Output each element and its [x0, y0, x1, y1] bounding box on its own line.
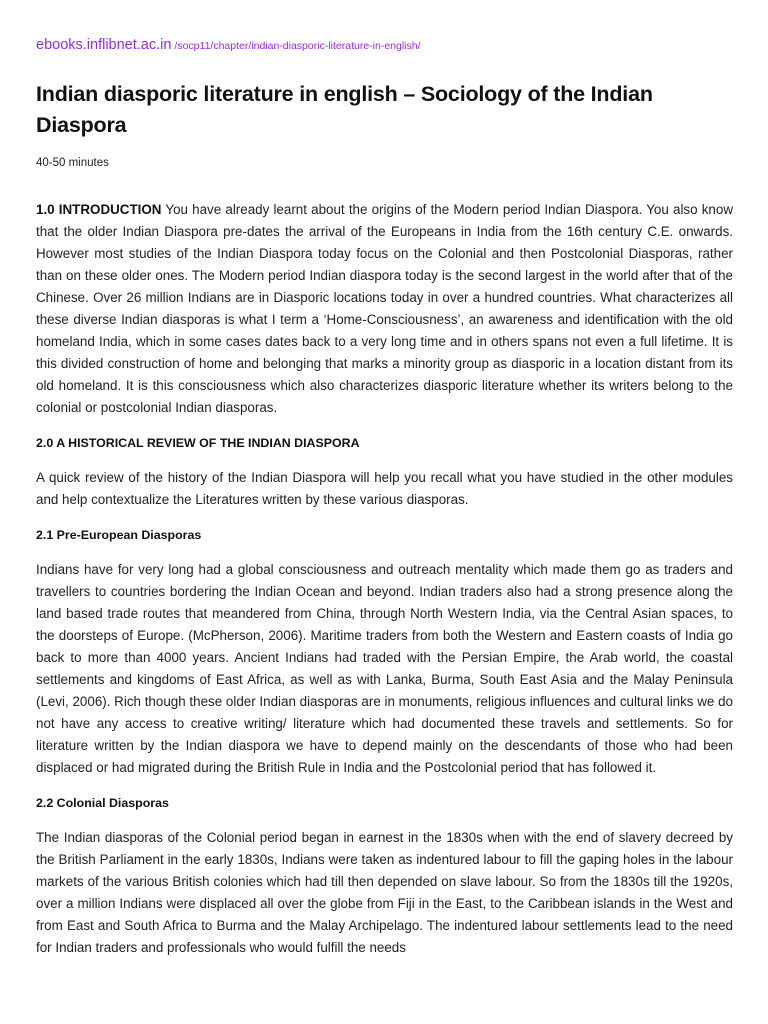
section-2-2-heading: 2.2 Colonial Diasporas	[36, 796, 169, 810]
source-url[interactable]	[36, 36, 421, 54]
section-2-1-paragraph: Indians have for very long had a global consciousness and outreach mentality which made them go as traders and travellers to countries bordering the Indian Ocean and beyond. Indian traders also had a strong presence along the land based trade routes that meandered from China, through North Western India, via the Central Asian spaces, to the doorsteps of Europe. (McPherson, 2006). Maritime traders from both the Western and Eastern coasts of India go back to more than 4000 years. Ancient Indians had traded with the Persian Empire, the Arab world, the coastal settlements and kingdoms of East Africa, as well as with Lanka, Burma, South East Asia and the Malay Peninsula (Levi, 2006). Rich though these older Indian diasporas are in monuments, religious influences and cultural links we do not have any access to creative writing/ literature which had documented these travels and settlements. So for literature written by the Indian diaspora we have to depend mainly on the descendants of those who had been displaced or had migrated during the British Rule in India and the Postcolonial period that has followed it.	[36, 562, 733, 775]
url-path-link[interactable]: /socp11/chapter/indian-diasporic-literature-in-english/	[174, 40, 421, 52]
url-domain-link[interactable]: ebooks.inflibnet.ac.in	[36, 37, 172, 53]
intro-paragraph	[36, 199, 733, 419]
article-body	[36, 199, 733, 973]
reading-duration: 40-50 minutes	[36, 157, 109, 169]
section-2-heading: 2.0 A HISTORICAL REVIEW OF THE INDIAN DIASPORA	[36, 436, 360, 450]
intro-heading: 1.0 INTRODUCTION	[36, 202, 162, 217]
intro-text: You have already learnt about the origins of the Modern period Indian Diaspora. You also know that the older Indian Diaspora pre-dates the arrival of the Europeans in India from the 16th century C.E. onwards. However most studies of the Indian Diaspora today focus on the Colonial and then Postcolonial Diasporas, rather than on these older ones. The Modern period Indian diaspora today is the second largest in the world after that of the Chinese. Over 26 million Indians are in Diasporic locations today in over a hundred countries. What characterizes all these diverse Indian diasporas is what I term a ‘Home-Consciousness’, an awareness and identification with the old homeland India, which in some cases dates back to a very long time and in others spans not even a full lifetime. It is this divided construction of home and belonging that marks a minority group as diasporic in a location distant from its old homeland. It is this consciousness which also characterizes diasporic literature whether its writers belong to the colonial or postcolonial Indian diasporas.	[36, 202, 733, 415]
page-title: Indian diasporic literature in english – Sociology of the Indian Diaspora	[36, 82, 653, 137]
section-2-1-heading: 2.1 Pre-European Diasporas	[36, 528, 202, 542]
section-2-2-paragraph: The Indian diasporas of the Colonial period began in earnest in the 1830s when with the end of slavery decreed by the British Parliament in the early 1830s, Indians were taken as indentured labour to fill the gaping holes in the labour markets of the various British colonies which had till then depended on slave labour. So from the 1830s till the 1920s, over a million Indians were displaced all over the globe from Fiji in the East, to the Caribbean islands in the West and from East and South Africa to Burma and the Malay Archipelago. The indentured labour settlements lead to the need for Indian traders and professionals who would fulfill the needs	[36, 830, 733, 955]
section-2-paragraph: A quick review of the history of the Indian Diaspora will help you recall what you have studied in the other modules and help contextualize the Literatures written by these various diasporas.	[36, 470, 733, 507]
